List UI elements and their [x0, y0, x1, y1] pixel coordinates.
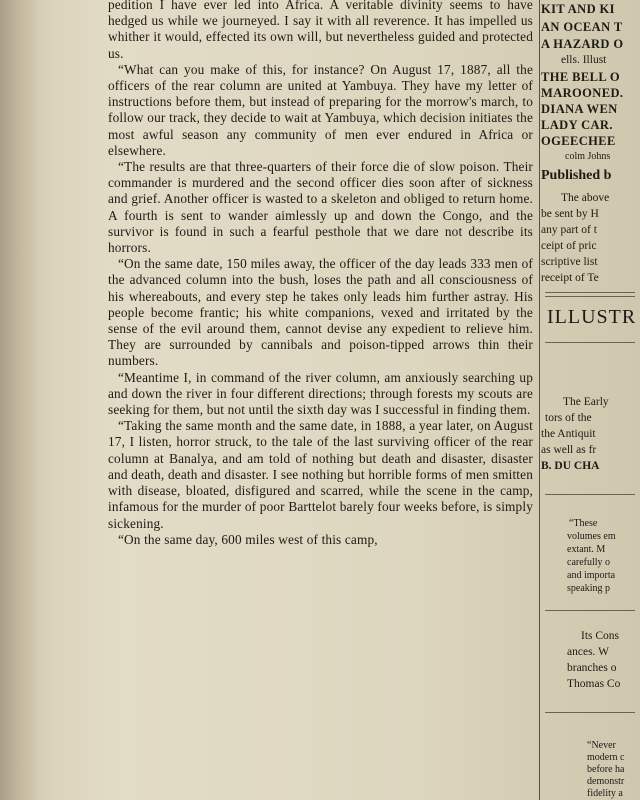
ad-text-line: ceipt of pric — [541, 240, 597, 252]
ad-quote-line: speaking p — [567, 583, 611, 594]
ad-quote-line: “Never — [587, 740, 616, 751]
section-divider — [545, 494, 635, 495]
ad-text-line: The above — [561, 192, 610, 204]
ad-text-line: colm Johns — [565, 151, 611, 162]
advertisement-column — [541, 0, 640, 800]
ad-title-line: THE BELL O — [541, 70, 621, 84]
section-divider — [545, 342, 635, 343]
ad-quote-line: carefully o — [567, 557, 611, 568]
column-rule — [539, 0, 540, 800]
ad-text-line: tors of the — [545, 412, 592, 424]
ad-text-line: Its Cons — [581, 630, 620, 642]
ad-title-line: OGEECHEE — [541, 134, 616, 148]
binding-shadow — [0, 0, 38, 800]
ad-section-heading: ILLUSTR — [547, 306, 637, 328]
ad-quote-line: and importa — [567, 570, 616, 581]
ad-title-line: MAROONED. — [541, 86, 624, 100]
section-divider — [545, 712, 635, 713]
article-column — [108, 0, 533, 800]
ad-quote-line: “These — [569, 518, 598, 529]
ad-text-line: branches o — [567, 662, 617, 674]
ad-title-line: AN OCEAN T — [541, 20, 623, 34]
ad-text-line: B. DU CHA — [541, 460, 600, 472]
article-paragraph: “Taking the same month and the same date, in 1888, a year later, on August 17, I listen, horror struck, to the tale of the last surviving officer of the rear column at Banalya, and am told of nothing but death and disaster, disaster and death, death and disaster. I see nothing but horrible forms of men smitten with disease, bloated, disfigured and scarred, while the scene in the camp, infamous for the murder of poor Barttelot barely four weeks before, is simply sickening. — [108, 418, 533, 531]
ad-title-line: A HAZARD O — [541, 37, 624, 51]
ad-quote-line: volumes em — [567, 531, 616, 542]
ad-text-line: the Antiquit — [541, 428, 596, 440]
ad-text-line: Thomas Co — [567, 678, 621, 690]
ad-text-line: receipt of Te — [541, 272, 599, 284]
ad-publisher-line: Published b — [541, 168, 612, 183]
ad-text-line: The Early — [563, 396, 609, 408]
ad-title-line: KIT AND KI — [541, 2, 615, 16]
ad-title-line: DIANA WEN — [541, 102, 618, 116]
ad-text-line: be sent by H — [541, 208, 599, 220]
ad-quote-line: fidelity a — [587, 788, 623, 799]
ad-title-line: LADY CAR. — [541, 118, 613, 132]
article-paragraph: “Meantime I, in command of the river column, am anxiously searching up and down the river in four different directions; through forests my scouts are seeking for them, but not until the sixth day was I successful in finding them. — [108, 369, 533, 418]
ad-quote-line: before ha — [587, 764, 625, 775]
ad-text-line: any part of t — [541, 224, 597, 236]
ad-quote-line: extant. M — [567, 544, 606, 555]
ad-text-line: ances. W — [567, 646, 609, 658]
ad-quote-line: modern c — [587, 752, 625, 763]
article-paragraph: “The results are that three-quarters of their force die of slow poison. Their commander is murdered and the second officer dies soon after of sickness and grief. Another officer is wasted to a skeleton and obliged to return home. A fourth is sent to wander aimlessly up and down the Congo, and the survivor is found in such a fearful pesthole that we dare not describe its horrors. — [108, 159, 533, 256]
ad-text-line: as well as fr — [541, 444, 597, 456]
ad-quote-line: demonstr — [587, 776, 625, 787]
section-divider — [545, 292, 635, 297]
article-paragraph: pedition I have ever led into Africa. A veritable divinity seems to have hedged us while we journeyed. I say it with all reverence. It has impelled us whither it would, effected its own will, but nevertheless guided and protected us. — [108, 0, 533, 61]
article-paragraph: “On the same day, 600 miles west of this camp, — [118, 531, 378, 547]
section-divider — [545, 610, 635, 611]
article-paragraph: “What can you make of this, for instance? On August 17, 1887, all the officers of the rear column are united at Yambuya. They have my letter of instructions before them, but instead of preparing for the morrow's march, to follow our track, they decide to wait at Yambuya, which decision initiates the most awful season any community of men ever endured in Africa or elsewhere. — [108, 61, 533, 158]
ad-text-line: scriptive list — [541, 256, 598, 268]
ad-text-line: ells. Illust — [561, 54, 607, 66]
article-paragraph: “On the same date, 150 miles away, the officer of the day leads 333 men of the advanced column into the bush, loses the path and all consciousness of his whereabouts, and every step he takes only leads him further astray. His people become frantic; his white companions, vexed and irritated by the sense of the evil around them, cannot devise any expedient to relieve him. They are surrounded by cannibals and poison-tipped arrows thin their numbers. — [108, 256, 533, 369]
